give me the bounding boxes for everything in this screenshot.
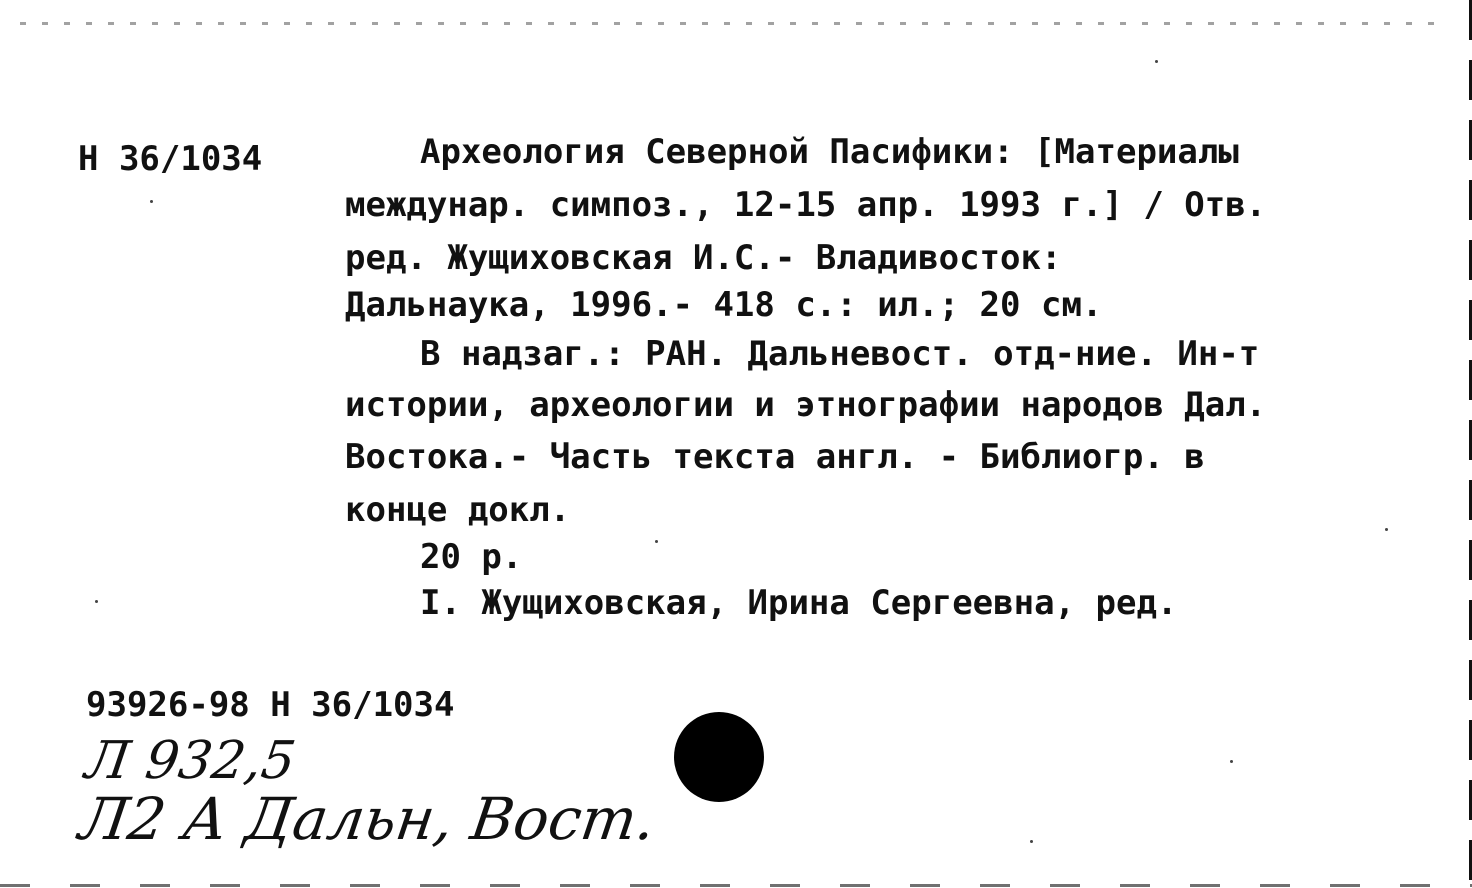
- editor-entry: I. Жущиховская, Ирина Сергеевна, ред.: [420, 583, 1178, 623]
- description-line: Археология Северной Пасифики: [Материалы: [420, 132, 1239, 172]
- punch-hole: [674, 712, 764, 802]
- speck: [1230, 760, 1233, 763]
- call-number: Н 36/1034: [78, 139, 263, 179]
- speck: [150, 200, 153, 203]
- speck: [1385, 528, 1388, 531]
- handwritten-classification: Л 932,5: [81, 731, 300, 791]
- speck: [95, 600, 98, 603]
- description-line: ред. Жущиховская И.С.- Владивосток:: [345, 238, 1062, 278]
- scan-noise-bottom: [0, 884, 1472, 887]
- description-line: Востока.- Часть текста англ. - Библиогр. в: [345, 437, 1205, 477]
- speck: [1155, 60, 1158, 63]
- description-line: конце докл.: [345, 490, 571, 530]
- scan-noise-top: [20, 22, 1440, 25]
- price-line: 20 р.: [420, 537, 523, 577]
- speck: [1030, 840, 1033, 843]
- description-line: истории, археологии и этнографии народов Дал.: [345, 385, 1267, 425]
- handwritten-subject: Л2 А Дальн, Вост.: [75, 785, 660, 853]
- description-line: В надзаг.: РАН. Дальневост. отд-ние. Ин-т: [420, 334, 1260, 374]
- description-line: Дальнаука, 1996.- 418 с.: ил.; 20 см.: [345, 285, 1103, 325]
- description-line: междунар. симпоз., 12-15 апр. 1993 г.] / Отв.: [345, 185, 1267, 225]
- accession-number: 93926-98 Н 36/1034: [86, 685, 455, 725]
- speck: [655, 540, 658, 543]
